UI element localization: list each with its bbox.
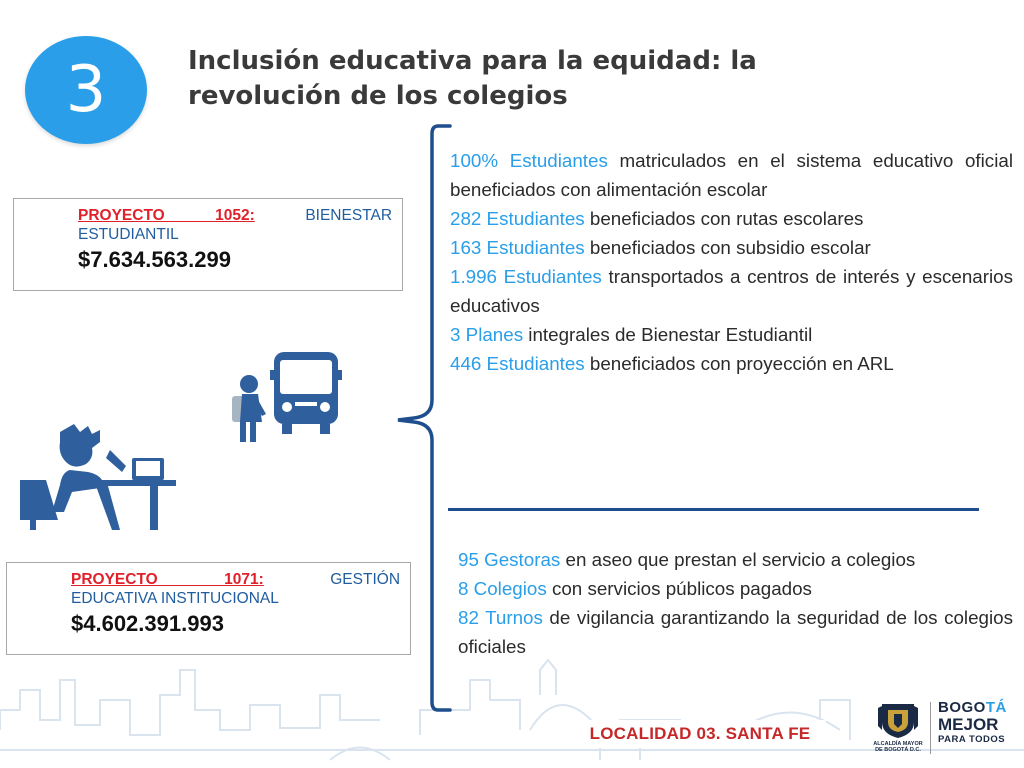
bienestar-achievements xyxy=(450,146,1013,378)
item-highlight: 282 Estudiantes xyxy=(450,208,585,229)
logo-separator xyxy=(930,702,931,754)
logo-mejor: MEJOR xyxy=(938,715,999,734)
project-box-1052 xyxy=(13,198,403,291)
list-item xyxy=(458,603,1013,661)
slide-number: 3 xyxy=(65,53,107,127)
school-bus-icon xyxy=(270,352,342,434)
section-divider xyxy=(448,508,979,511)
title-line-2: revolución de los colegios xyxy=(188,81,568,111)
list-item xyxy=(450,349,1013,378)
gestion-achievements xyxy=(458,545,1013,661)
slide-number-badge xyxy=(25,36,147,144)
item-text: beneficiados con subsidio escolar xyxy=(584,237,871,258)
education-illustration xyxy=(0,330,420,550)
item-text: transportados a centros de interés y escenarios educativos xyxy=(450,266,1013,316)
bogota-seal-icon xyxy=(876,700,920,740)
project-header xyxy=(78,206,392,225)
item-text: en aseo que prestan el servicio a colegios xyxy=(560,549,916,570)
project-code: PROYECTO 1071: xyxy=(71,571,264,588)
project-name-cont: EDUCATIVA INSTITUCIONAL xyxy=(71,590,279,607)
project-amount: $7.634.563.299 xyxy=(78,247,231,272)
locality-label: LOCALIDAD 03. SANTA FE xyxy=(574,720,826,748)
item-highlight: 8 Colegios xyxy=(458,578,547,599)
project-name: GESTIÓN xyxy=(330,571,401,588)
curly-bracket xyxy=(392,118,452,718)
project-name: BIENESTAR xyxy=(305,207,393,224)
project-header xyxy=(71,570,400,589)
logo-bogo: BOGO xyxy=(938,699,986,716)
list-item xyxy=(458,574,1013,603)
footer-logos xyxy=(868,698,1018,760)
item-text: con servicios públicos pagados xyxy=(546,578,812,599)
list-item xyxy=(450,146,1013,204)
item-highlight: 82 Turnos xyxy=(458,607,543,628)
item-highlight: 446 Estudiantes xyxy=(450,353,585,374)
item-text: beneficiados con rutas escolares xyxy=(584,208,864,229)
student-backpack-icon xyxy=(232,375,266,442)
list-item xyxy=(450,233,1013,262)
logo-ta: TÁ xyxy=(985,699,1007,716)
item-highlight: 163 Estudiantes xyxy=(450,237,585,258)
alcaldia-line-1: ALCALDÍA MAYOR xyxy=(873,741,923,747)
list-item xyxy=(450,204,1013,233)
alcaldia-line-2: DE BOGOTÁ D.C. xyxy=(875,747,921,753)
project-amount: $4.602.391.993 xyxy=(71,611,224,636)
list-item xyxy=(450,320,1013,349)
project-name-cont: ESTUDIANTIL xyxy=(78,226,179,243)
list-item xyxy=(458,545,1013,574)
item-text: matriculados en el sistema educativo oficial beneficiados con alimentación escolar xyxy=(450,150,1013,200)
item-highlight: 1.996 Estudiantes xyxy=(450,266,602,287)
item-text: integrales de Bienestar Estudiantil xyxy=(523,324,813,345)
item-text: de vigilancia garantizando la seguridad de los colegios oficiales xyxy=(458,607,1013,657)
student-computer-icon xyxy=(20,424,176,530)
alcaldia-caption xyxy=(868,741,928,753)
title-line-1: Inclusión educativa para la equidad: la xyxy=(188,46,757,76)
item-highlight: 95 Gestoras xyxy=(458,549,561,570)
logo-para-todos: PARA TODOS xyxy=(938,734,1006,745)
project-code: PROYECTO 1052: xyxy=(78,207,255,224)
slide-title xyxy=(188,44,888,114)
project-box-1071 xyxy=(6,562,411,655)
item-highlight: 3 Planes xyxy=(450,324,524,345)
list-item xyxy=(450,262,1013,320)
bogota-mejor-logo xyxy=(938,700,1020,745)
item-highlight: 100% Estudiantes xyxy=(450,150,608,171)
item-text: beneficiados con proyección en ARL xyxy=(584,353,894,374)
